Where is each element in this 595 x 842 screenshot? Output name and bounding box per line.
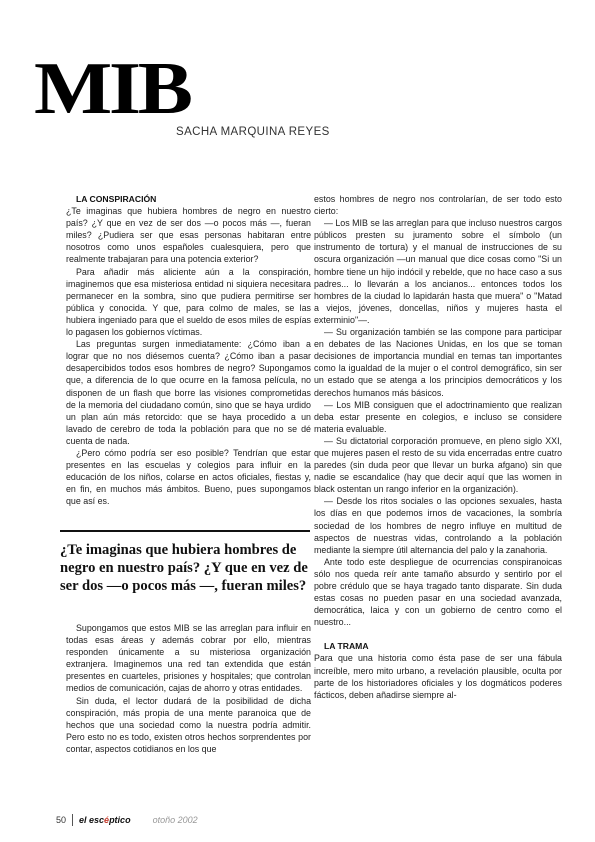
page-number: 50 xyxy=(56,815,67,825)
paragraph: — Los MIB se las arreglan para que incluso nuestros cargos públicos presten su juramento sobre el símbolo (un instrumento de tortura) y el manual de instrucciones de su oscura organización —un manual que dice cosas como "Si un hombre tiene un hijo indócil y rebelde, que no hace caso a sus padres... lo llevarán a los ancianos... entonces todos los hombres de la ciudad lo lapidarán hasta que muera" o "Matad a viejos, jóvenes, doncellas, niños y mujeres hasta el exterminio"—. xyxy=(314,218,562,325)
article-title: MIB xyxy=(34,48,190,130)
paragraph: Supongamos que estos MIB se las arreglan para influir en todas esas áreas y además cobrar por ello, mientras responden únicamente a su misteriosa organización extranjera. Imaginemos una red tan extendida que están presentes en cuarteles, prisiones y hospitales; que controlan medios de comunicación, cajas de ahorro y otras entidades. xyxy=(66,623,311,694)
section-heading-trama: LA TRAMA xyxy=(324,641,369,652)
magazine-brand xyxy=(79,815,131,825)
section-heading-conspiracion: LA CONSPIRACIÓN xyxy=(76,194,157,204)
paragraph: — Desde los ritos sociales o las opciones sexuales, hasta los días en que podemos irnos de vacaciones, la sombría sociedad de los hombres de negro influye en multitud de aspectos de nuestras vidas, controlando a la población mediante la siempre útil alternancia del palo y la zanahoria. xyxy=(314,496,562,555)
page-footer xyxy=(56,814,198,826)
paragraph: Para añadir más aliciente aún a la conspiración, imaginemos que esa misteriosa entidad ni siquiera necesitara permanecer en la sombra, sino que pudiera permitirse ser pública y conocida. Y que, para colmo de males, se las hubiera ingeniado para que el sueldo de esos miles de espías lo pagasen los gobiernos víctimas. xyxy=(66,266,311,338)
left-column-continued xyxy=(66,622,311,755)
issue-season: otoño 2002 xyxy=(152,815,198,825)
paragraph: Para que una historia como ésta pase de ser una fábula increíble, mero mito urbano, a revelación plausible, oculta por parte de los historiadores oficiales y los dogmáticos poderes fácticos, deben añadirse siempre al- xyxy=(314,653,562,700)
brand-highlight: é xyxy=(104,815,110,825)
paragraph: Las preguntas surgen inmediatamente: ¿Cómo iban a lograr que no nos diésemos cuenta? ¿Cómo iban a pasar desapercibidos todos esos hombres de negro? Supongamos que, a diferencia de lo que ocurre en la famosa película, no disponen de un flash que borre las visiones comprometidas de la memoria del ciudadano común, sino que se haya urdido un plan aún más retorcido: que se haya procedido a un lavado de cerebro de toda la población para que no se dé cuenta de nada. xyxy=(66,339,311,446)
paragraph: ¿Te imaginas que hubiera hombres de negro en nuestro país? ¿Y que en vez de ser dos —o pocos más —, fueran miles? ¿Pudiera ser que esas personas habitaran entre nosotros como unos españoles cualesquiera, pero que realmente trabajaran para una potencia exterior? xyxy=(66,206,311,265)
paragraph: ¿Pero cómo podría ser eso posible? Tendrían que estar presentes en las escuelas y colegios para influir en la educación de los niños, colarse en actos oficiales, fiestas y, en fin, en muchos más ámbitos. Bueno, pues supongamos que así es. xyxy=(66,447,311,507)
paragraph: estos hombres de negro nos controlarían, de ser todo esto cierto: xyxy=(314,194,562,217)
paragraph: — Su organización también se las compone para participar en debates de las Naciones Unidas, en los que se toman decisiones de importancia mundial en temas tan importantes como la igualdad de la mujer o el control demográfico, sin ser un estado que se atenga a los principios democráticos y los derechos humanos más básicos. xyxy=(314,327,562,398)
footer-divider xyxy=(72,814,73,826)
brand-suffix: ptico xyxy=(109,815,131,825)
paragraph: — Los MIB consiguen que el adoctrinamiento que realizan deba estar presente en colegios, e incluso se considere materia evaluable. xyxy=(314,399,562,434)
author-byline: SACHA MARQUINA REYES xyxy=(176,126,330,138)
left-column xyxy=(66,193,311,507)
paragraph: Sin duda, el lector dudará de la posibilidad de dicha conspiración, más propia de una mente paranoica que de hechos que una sociedad como la nuestra podría admitir. Pero esto no es todo, existen otros hechos sorprendentes por contar, aspectos cotidianos en los que xyxy=(66,695,311,754)
spacer xyxy=(314,628,562,640)
pull-quote: ¿Te imaginas que hubiera hombres de negro en nuestro país? ¿Y que en vez de ser dos —o pocos más —, fueran miles? xyxy=(60,542,308,594)
brand-prefix: el esc xyxy=(79,815,105,825)
paragraph: — Su dictatorial corporación promueve, en pleno siglo XXI, que mujeres pasen el resto de su vida encerradas entre cuatro paredes (sin duda peor que llevar un burka afgano) sin que nadie se escandalice (hay que decir aquí que las women in black ostentan un rango inferior en la organización). xyxy=(314,435,562,495)
pull-quote-divider xyxy=(60,530,310,532)
paragraph: Ante todo este despliegue de ocurrencias conspiranoicas sólo nos queda reír ante tamaño absurdo y sentirlo por el pobre crédulo que se haya tragado tanto disparate. Sin duda estas cosas no pueden pasar en una sociedad avanzada, democrática, laica y con un gobierno de centro como el nuestro... xyxy=(314,556,562,628)
right-column xyxy=(314,193,562,701)
